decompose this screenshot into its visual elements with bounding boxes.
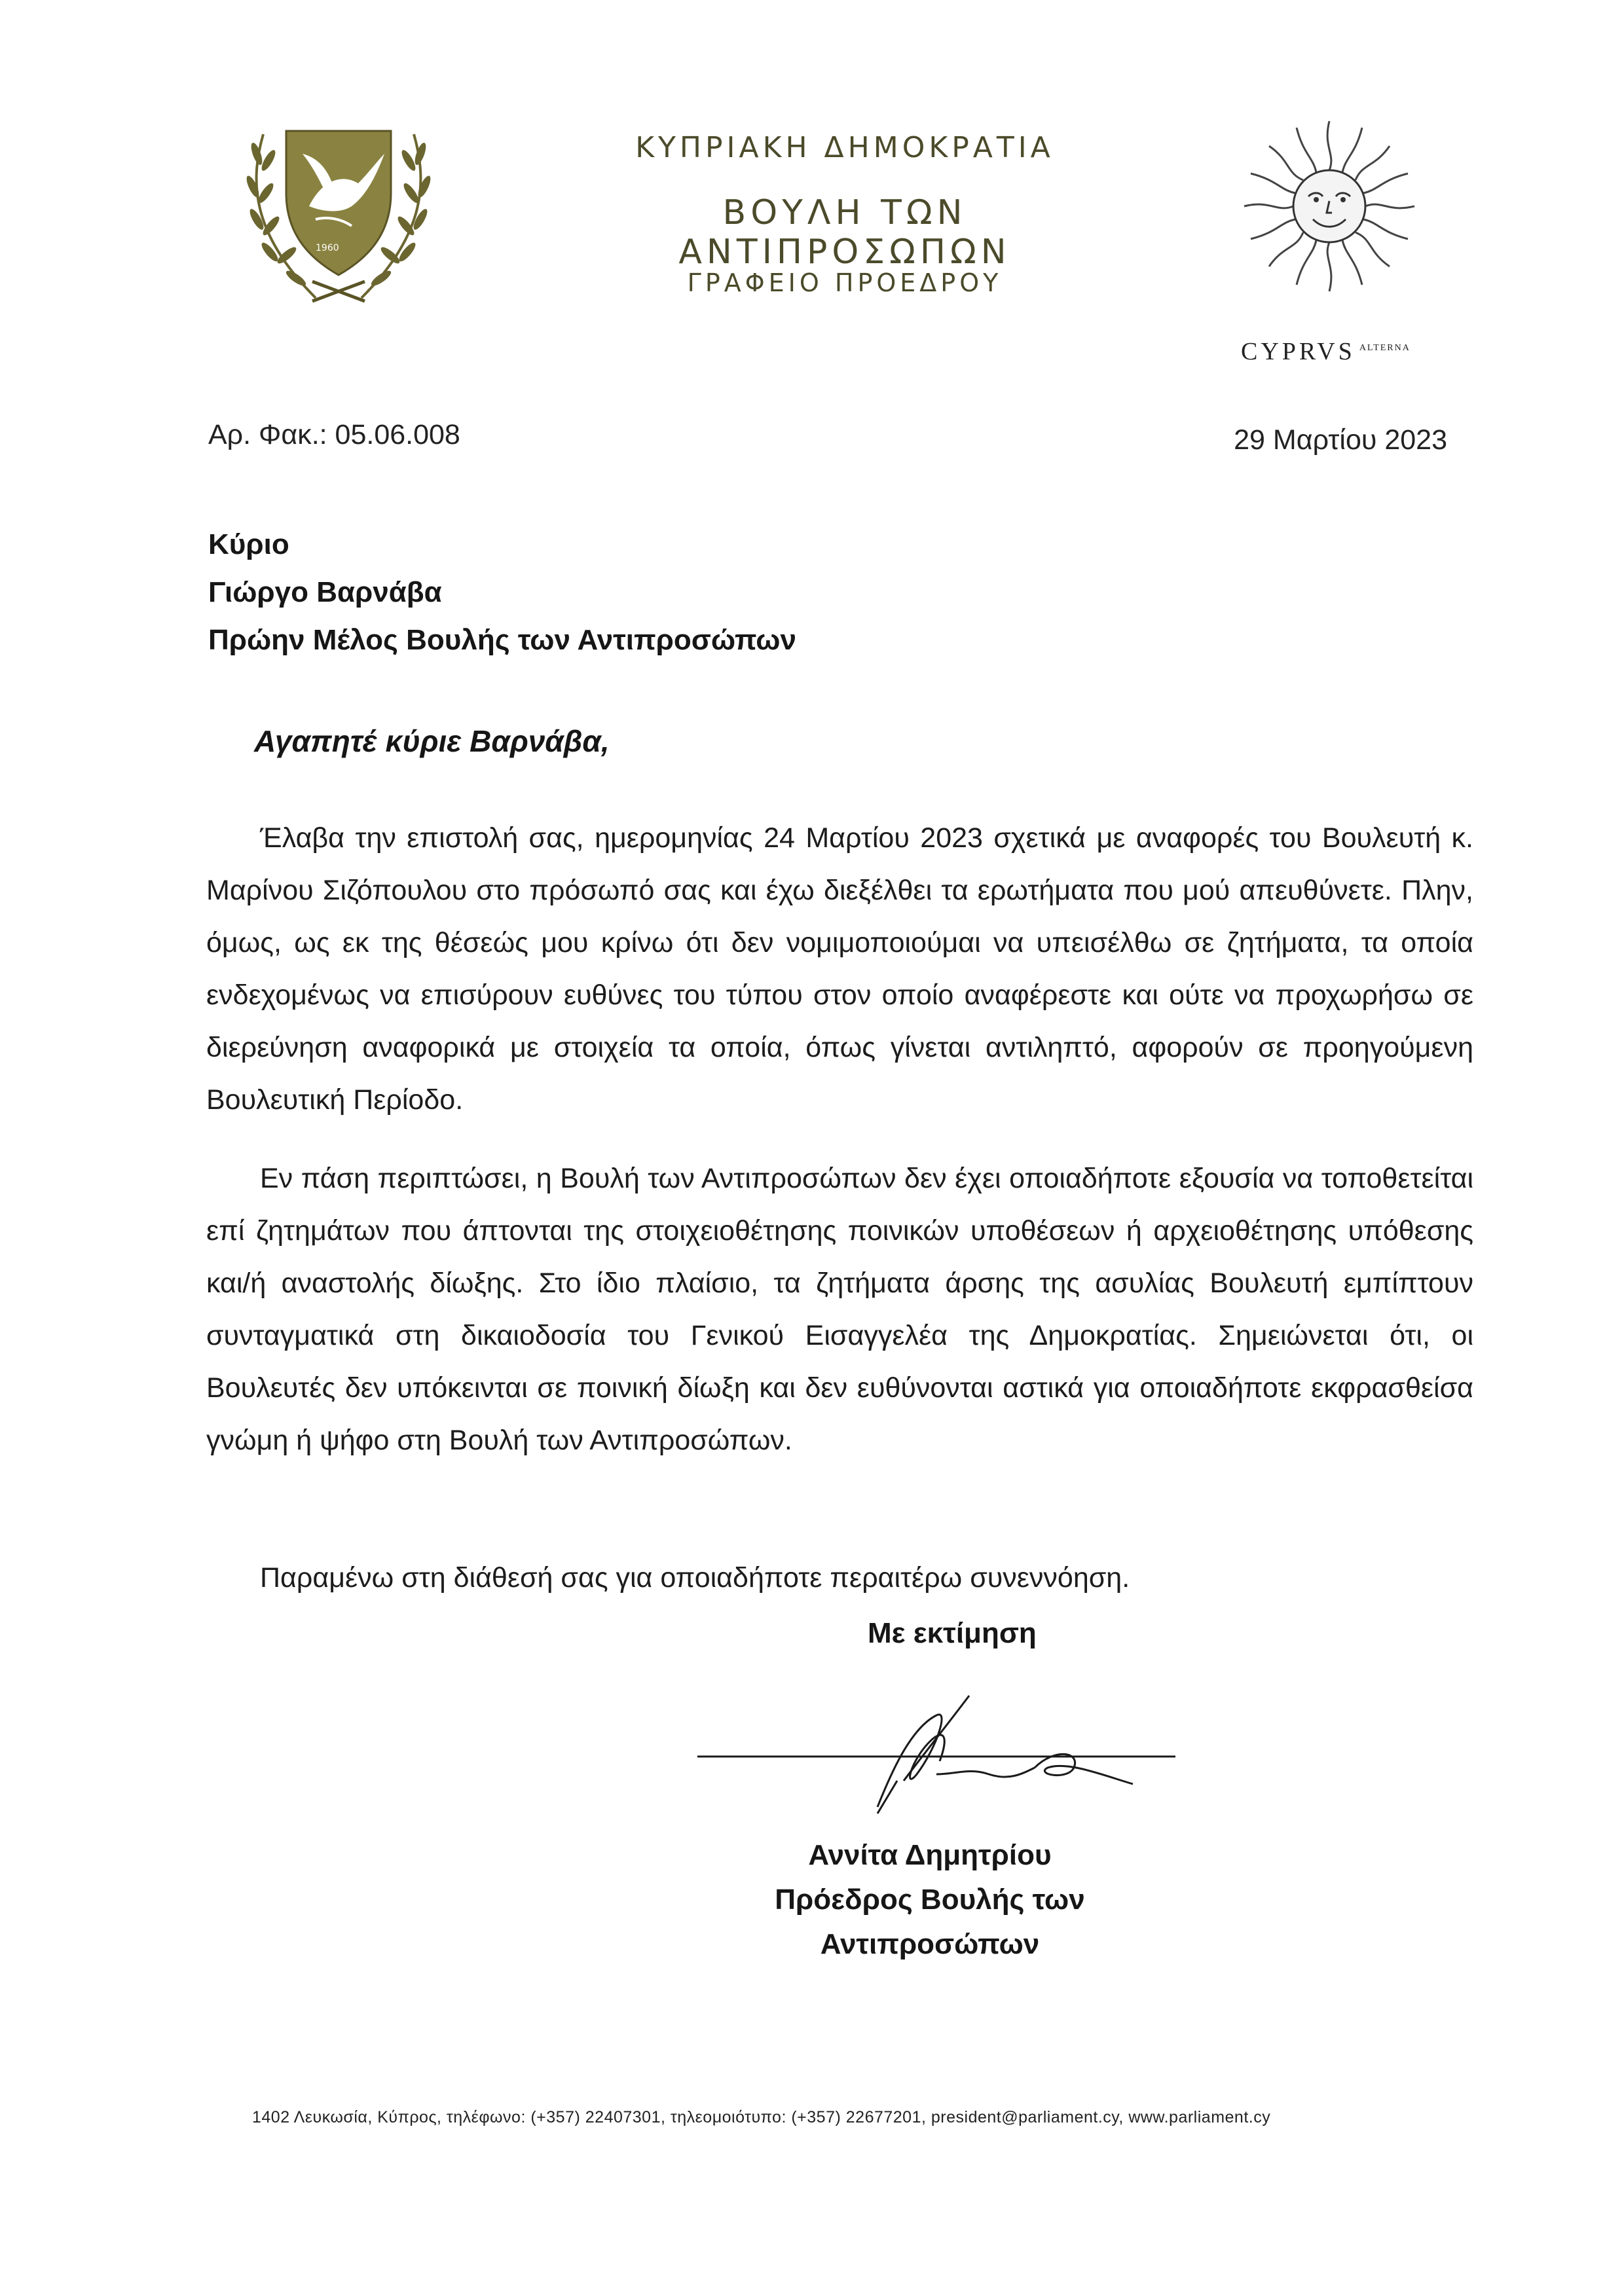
sun-emblem-icon: [1231, 108, 1428, 304]
footer-contact: 1402 Λευκωσία, Κύπρος, τηλέφωνο: (+357) 22407301, τηλεομοιότυπο: (+357) 22677201, president@parliament.cy, www.parliament.cy: [252, 2108, 1271, 2126]
signatory-block: [701, 1833, 1159, 1967]
coat-of-arms-emblem: [237, 121, 440, 318]
coat-of-arms-year: 1960: [316, 243, 339, 253]
signature-line: [697, 1755, 1175, 1758]
letterhead-house: ΒΟΥΛΗ ΤΩΝ ΑΝΤΙΠΡΟΣΩΠΩΝ: [678, 193, 1011, 272]
closing: Με εκτίμηση: [868, 1617, 1037, 1649]
salutation: Αγαπητέ κύριε Βαρνάβα,: [254, 724, 610, 758]
recipient-title: Κύριο: [208, 528, 289, 560]
letterhead-republic: ΚΥΠΡΙΑΚΗ ΔΗΜΟΚΡΑΤΙΑ: [635, 131, 1054, 164]
signatory-title: Πρόεδρος Βουλής των Αντιπροσώπων: [775, 1884, 1085, 1960]
signatory-name: Αννίτα Δημητρίου: [808, 1839, 1052, 1871]
cyprvs-emblem-text: CYPRVS $^{ALTERNA}$: [1241, 338, 1411, 365]
file-reference: Αρ. Φακ.: 05.06.008: [208, 419, 460, 450]
body-paragraph-1: Έλαβα την επιστολή σας, ημερομηνίας 24 Μαρτίου 2023 σχετικά με αναφορές του Βουλευτή κ. Μαρίνου Σιζόπουλου στο πρόσωπό σας και έχω διεξέλθει τα ερωτήματα που μού απευθύνετε. Πλην, όμως, ως εκ της θέσεώς μου κρίνω ότι δεν νομιμοποιούμαι να υπεισέλθω σε ζητήματα, τα οποία ενδεχομένως να επισύρουν ευθύνες του τύπου στον οποίο αναφέρεστε και ούτε να προχωρήσω σε διερεύνηση αναφορικά με στοιχεία τα οποία, όπως γίνεται αντιληπτό, αφορούν σε προηγούμενη Βουλευτική Περίοδο.: [206, 822, 1473, 1116]
recipient-name: Γιώργο Βαρνάβα: [208, 576, 442, 608]
body-paragraph-3: Παραμένω στη διάθεσή σας για οποιαδήποτε περαιτέρω συνεννόηση.: [260, 1562, 1130, 1594]
letter-date: 29 Μαρτίου 2023: [1234, 424, 1447, 456]
handwritten-signature: [838, 1676, 1179, 1827]
recipient-block: [208, 520, 796, 664]
letterhead-office: ΓΡΑΦΕΙΟ ΠΡΟΕΔΡΟΥ: [687, 268, 1003, 297]
recipient-position: Πρώην Μέλος Βουλής των Αντιπροσώπων: [208, 624, 796, 656]
body-paragraph-2: Εν πάση περιπτώσει, η Βουλή των Αντιπροσώπων δεν έχει οποιαδήποτε εξουσία να τοποθετείται επί ζητημάτων που άπτονται της στοιχειοθέτησης ποινικών υποθέσεων ή αρχειοθέτησης υπόθεσης και/ή αναστολής δίωξης. Στο ίδιο πλαίσιο, τα ζητήματα άρσης της ασυλίας Βουλευτή εμπίπτουν συνταγματικά στη δικαιοδοσία του Γενικού Εισαγγελέα της Δημοκρατίας. Σημειώνεται ότι, οι Βουλευτές δεν υπόκεινται σε ποινική δίωξη και δεν ευθύνονται αστικά για οποιαδήποτε εκφρασθείσα γνώμη ή ψήφο στη Βουλή των Αντιπροσώπων.: [206, 1163, 1473, 1456]
